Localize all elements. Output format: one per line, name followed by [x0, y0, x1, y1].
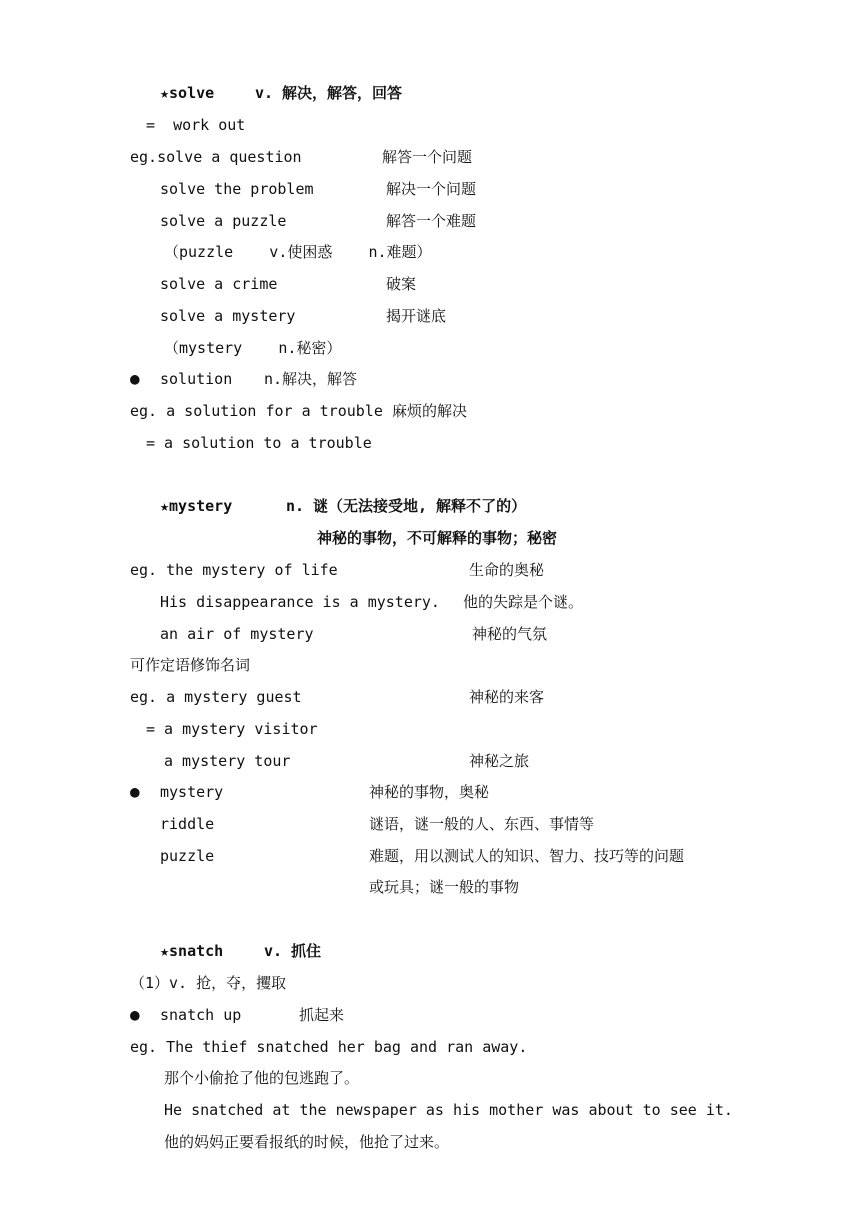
example-en: solve a mystery — [160, 307, 296, 325]
example-cn: 解决一个问题 — [386, 180, 477, 198]
compare-meaning-continued: 或玩具；谜一般的事物 — [369, 878, 520, 896]
example-cn: 他的妈妈正要看报纸的时候，他抢了过来。 — [164, 1133, 450, 1151]
example-cn: 那个小偷抢了他的包逃跑了。 — [164, 1069, 360, 1087]
bullet-icon: ● — [130, 1005, 140, 1024]
example-en: eg. a mystery guest — [130, 688, 302, 706]
entry-headword-solve: ★solve — [160, 84, 215, 102]
entry-headword-snatch: ★snatch — [160, 942, 224, 960]
entry-pos: v. — [255, 84, 274, 102]
usage-note: 可作定语修饰名词 — [130, 656, 251, 674]
compare-meaning: 谜语，谜一般的人、东西、事情等 — [369, 815, 595, 833]
compare-word: puzzle — [160, 847, 215, 865]
example-cn: 神秘的气氛 — [472, 625, 548, 643]
example-cn: 破案 — [386, 275, 417, 293]
example-en: solve the problem — [160, 180, 314, 198]
entry-meaning-continued: 神秘的事物，不可解释的事物；秘密 — [317, 529, 558, 547]
example-en: = a solution to a trouble — [146, 434, 372, 452]
example-en: eg. the mystery of life — [130, 561, 338, 579]
compare-word: riddle — [160, 815, 215, 833]
example-en: solve a puzzle — [160, 212, 287, 230]
example-cn: 他的失踪是个谜。 — [463, 593, 584, 611]
bullet-icon: ● — [130, 782, 140, 801]
example-cn: 神秘的来客 — [469, 688, 545, 706]
entry-pos: n. — [286, 497, 305, 515]
example-cn: 神秘之旅 — [469, 752, 530, 770]
bullet-icon: ● — [130, 369, 140, 388]
example-en: He snatched at the newspaper as his mother was about to see it. — [164, 1101, 733, 1119]
example-cn: 解答一个难题 — [386, 212, 477, 230]
example-cn: 麻烦的解决 — [392, 402, 468, 420]
example-en: an air of mystery — [160, 625, 314, 643]
compare-word: mystery — [160, 783, 224, 801]
entry-meaning: 抓住 — [291, 942, 322, 960]
example-en: = a mystery visitor — [146, 720, 318, 738]
example-cn: 生命的奥秘 — [469, 561, 545, 579]
example-en: solve a crime — [160, 275, 278, 293]
note-line: （puzzle v.使困惑 n.难题） — [164, 243, 432, 261]
synonym-line: = work out — [146, 116, 246, 134]
example-en: eg.solve a question — [130, 148, 302, 166]
example-en: eg. The thief snatched her bag and ran away. — [130, 1038, 528, 1056]
note-line: （mystery n.秘密） — [164, 339, 342, 357]
example-cn: 解答一个问题 — [382, 148, 473, 166]
entry-meaning: 解决，解答，回答 — [282, 84, 403, 102]
example-cn: 揭开谜底 — [386, 307, 447, 325]
derived-meaning: n.解决，解答 — [264, 370, 358, 388]
entry-pos: v. — [264, 942, 283, 960]
phrase-word: snatch up — [160, 1006, 242, 1024]
compare-meaning: 神秘的事物，奥秘 — [369, 783, 490, 801]
compare-meaning: 难题，用以测试人的知识、智力、技巧等的问题 — [369, 847, 685, 865]
example-en: eg. a solution for a trouble — [130, 402, 383, 420]
example-en: His disappearance is a mystery. — [160, 593, 440, 611]
derived-word: solution — [160, 370, 233, 388]
entry-meaning: 谜（无法接受地, 解释不了的） — [313, 497, 527, 515]
entry-headword-mystery: ★mystery — [160, 497, 233, 515]
phrase-meaning: 抓起来 — [299, 1006, 345, 1024]
example-en: a mystery tour — [164, 752, 291, 770]
sense-line: （1）v. 抢，夺，攫取 — [130, 974, 287, 992]
